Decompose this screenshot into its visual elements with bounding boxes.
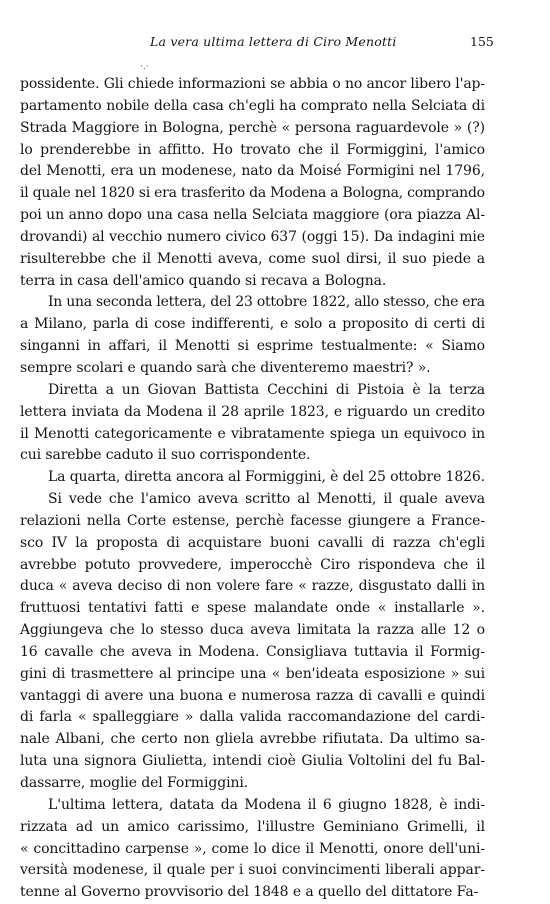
text-line: relazioni nella Corte estense, perchè facesse giungere a France- [20, 512, 485, 529]
text-line: il quale nel 1820 si era trasferito da Modena a Bologna, comprando [20, 185, 485, 202]
text-line: cui sarebbe caduto il suo corrispondente. [20, 447, 311, 464]
text-line: L'ultima lettera, datata da Modena il 6 giugno 1828, è indi- [48, 796, 485, 813]
text-line: In una seconda lettera, del 23 ottobre 1822, allo stesso, che era [48, 294, 485, 311]
text-line: drovandi) al vecchio numero civico 637 (oggi 15). Da indagini mie [20, 228, 485, 245]
text-line: a Milano, parla di cose indifferenti, e solo a proposito di certi di [20, 316, 485, 333]
text-line: terra in casa dell'amico quando si recava a Bologna. [20, 272, 387, 289]
text-line: nale Albani, che certo non gliela avrebbe rifiutata. Da ultimo sa- [20, 731, 485, 748]
text-line: duca « aveva deciso di non volere fare « razze, disgustato dalli in [20, 578, 485, 595]
text-line: La quarta, diretta ancora al Formiggini, è del 25 ottobre 1826. [48, 469, 485, 486]
text-line: partamento nobile della casa ch'egli ha comprato nella Selciata di [20, 97, 485, 114]
page-number: 155 [470, 34, 494, 49]
text-line: Si vede che l'amico aveva scritto al Menotti, il quale aveva [48, 491, 485, 508]
text-line: dassarre, moglie del Formiggini. [20, 775, 249, 791]
text-line: Diretta a un Giovan Battista Cecchini di Pistoia è la terza [48, 381, 485, 398]
text-line: sco IV la proposta di acquistare buoni cavalli di razza ch'egli [20, 534, 485, 551]
text-line: Aggiungeva che lo stesso duca aveva limitata la razza alle 12 o [20, 622, 485, 639]
text-line: possidente. Gli chiede informazioni se abbia o no ancor libero l'ap- [20, 76, 485, 92]
text-line: rizzata ad un amico carissimo, l'illustre Geminiano Grimelli, il [20, 818, 485, 835]
text-line: di farla « spalleggiare » dalla valida raccomandazione del cardi- [20, 709, 485, 726]
text-line: luta una signora Giulietta, intendi cioè Giulia Voltolini del fu Bal- [20, 753, 485, 770]
text-line: Strada Maggiore in Bologna, perchè « persona raguardevole » (?) [20, 119, 485, 136]
text-line: del Menotti, era un modenese, nato da Moisé Formigini nel 1796, [20, 163, 485, 180]
print-specks: ·.· [140, 62, 149, 72]
text-line: lo prenderebbe in affitto. Ho trovato che il Formiggini, l'amico [20, 141, 485, 158]
text-line: « concittadino carpense », come lo dice il Menotti, onore dell'uni- [20, 840, 485, 857]
text-line: poi un anno dopo una casa nella Selciata maggiore (ora piazza Al- [20, 207, 485, 224]
text-line: lettera inviata da Modena il 28 aprile 1823, e riguardo un credito [20, 403, 485, 420]
text-line: risulterebbe che il Menotti aveva, come suol dirsi, il suo piede a [20, 250, 485, 267]
text-line: il Menotti categoricamente e vibratamente spiega un equivoco in [20, 425, 485, 442]
text-line: vantaggi di avere una buona e numerosa razza di cavalli e quindi [20, 687, 485, 704]
text-line: avrebbe potuto provvedere, imperocchè Ciro rispondeva che il [20, 556, 485, 573]
text-line: gini di trasmettere al principe una « ben'ideata esposizione » sui [20, 665, 485, 682]
text-line: 16 cavalle che aveva in Modena. Consigliava tuttavia il Formig- [20, 643, 485, 660]
text-line: sempre scolari e quando sarà che diventeremo maestri? ». [20, 359, 431, 376]
running-title: La vera ultima lettera di Ciro Menotti [150, 34, 397, 49]
text-line: versità modenese, il quale per i suoi convincimenti liberali appar- [20, 862, 485, 879]
text-line: fruttuosi tentativi fatti e spese malandate onde « installarle ». [20, 600, 485, 617]
text-line: tenne al Governo provvisorio del 1848 e a quello del dittatore Fa- [20, 884, 479, 901]
body-text [20, 74, 485, 904]
page-header [0, 34, 550, 54]
text-line: singanni in affari, il Menotti si esprime testualmente: « Siamo [20, 338, 485, 355]
